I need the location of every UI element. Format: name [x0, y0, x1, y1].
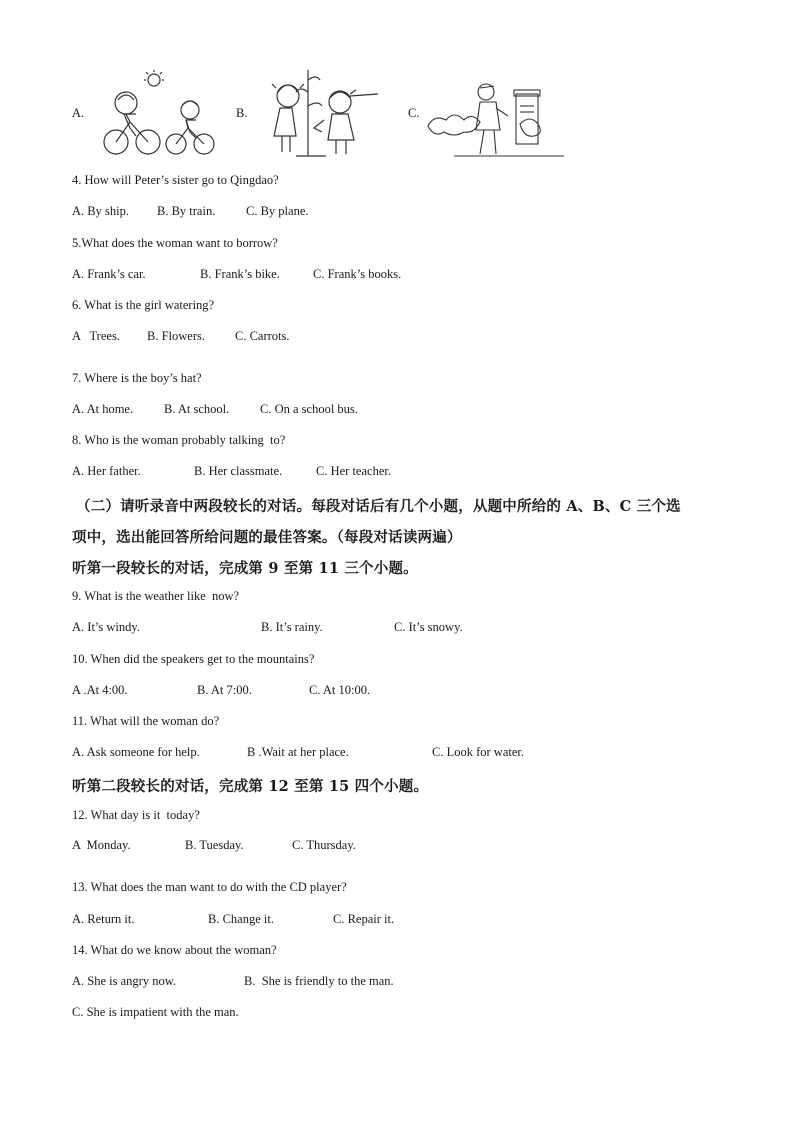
question-9: 9. What is the weather like now? [72, 589, 240, 603]
section-2-instructions-line-2: 项中，选出能回答所给问题的最佳答案。（每段对话读两遍） [72, 529, 462, 546]
q5-option-c[interactable]: C. Frank’s books. [313, 267, 402, 281]
q6-option-b[interactable]: B. Flowers. [147, 329, 205, 343]
q4-option-c[interactable]: C. By plane. [246, 204, 309, 218]
children-cycling-icon [96, 70, 220, 160]
question-13: 13. What does the man want to do with the CD player? [72, 880, 347, 894]
q7-option-c[interactable]: C. On a school bus. [260, 402, 358, 416]
children-watering-plant-icon [266, 66, 382, 162]
man-at-garden-bin-icon [424, 76, 576, 160]
q13-option-b[interactable]: B. Change it. [208, 912, 274, 926]
q14-option-a[interactable]: A. She is angry now. [72, 974, 177, 988]
q6-option-c[interactable]: C. Carrots. [235, 329, 290, 343]
q12-option-a[interactable]: A Monday. [72, 838, 131, 852]
q5-option-a[interactable]: A. Frank’s car. [72, 267, 146, 281]
q11-option-b[interactable]: B .Wait at her place. [247, 745, 349, 759]
q12-option-c[interactable]: C. Thursday. [292, 838, 356, 852]
dialogue-2-heading: 听第二段较长的对话，完成第 12 至第 15 四个小题。 [72, 778, 429, 795]
q9-option-b[interactable]: B. It’s rainy. [261, 620, 323, 634]
question-4: 4. How will Peter’s sister go to Qingdao? [72, 173, 279, 187]
q13-option-a[interactable]: A. Return it. [72, 912, 135, 926]
q8-option-b[interactable]: B. Her classmate. [194, 464, 283, 478]
q7-option-b[interactable]: B. At school. [164, 402, 230, 416]
q10-option-b[interactable]: B. At 7:00. [197, 683, 252, 697]
picture-c-label: C. [408, 106, 420, 120]
question-10: 10. When did the speakers get to the mountains? [72, 652, 315, 666]
q9-option-a[interactable]: A. It’s windy. [72, 620, 140, 634]
q10-option-c[interactable]: C. At 10:00. [309, 683, 371, 697]
question-8: 8. Who is the woman probably talking to? [72, 433, 286, 447]
q5-option-b[interactable]: B. Frank’s bike. [200, 267, 280, 281]
q11-option-a[interactable]: A. Ask someone for help. [72, 745, 200, 759]
question-5: 5.What does the woman want to borrow? [72, 236, 278, 250]
picture-a-label: A. [72, 106, 85, 120]
question-11: 11. What will the woman do? [72, 714, 220, 728]
q4-option-b[interactable]: B. By train. [157, 204, 216, 218]
question-12: 12. What day is it today? [72, 808, 200, 822]
q14-option-b[interactable]: B. She is friendly to the man. [244, 974, 394, 988]
q4-option-a[interactable]: A. By ship. [72, 204, 129, 218]
q6-option-a[interactable]: A Trees. [72, 329, 120, 343]
q13-option-c[interactable]: C. Repair it. [333, 912, 395, 926]
question-7: 7. Where is the boy’s hat? [72, 371, 202, 385]
q14-option-c[interactable]: C. She is impatient with the man. [72, 1005, 239, 1019]
q8-option-c[interactable]: C. Her teacher. [316, 464, 391, 478]
q8-option-a[interactable]: A. Her father. [72, 464, 141, 478]
question-14: 14. What do we know about the woman? [72, 943, 277, 957]
q10-option-a[interactable]: A .At 4:00. [72, 683, 128, 697]
question-6: 6. What is the girl watering? [72, 298, 215, 312]
q12-option-b[interactable]: B. Tuesday. [185, 838, 244, 852]
dialogue-1-heading: 听第一段较长的对话，完成第 9 至第 11 三个小题。 [72, 560, 418, 577]
q11-option-c[interactable]: C. Look for water. [432, 745, 524, 759]
section-2-instructions-line-1: （二）请听录音中两段较长的对话。每段对话后有几个小题，从题中所给的 A、B、C 三个选 [76, 498, 681, 515]
picture-b-label: B. [236, 106, 248, 120]
q7-option-a[interactable]: A. At home. [72, 402, 134, 416]
q9-option-c[interactable]: C. It’s snowy. [394, 620, 463, 634]
